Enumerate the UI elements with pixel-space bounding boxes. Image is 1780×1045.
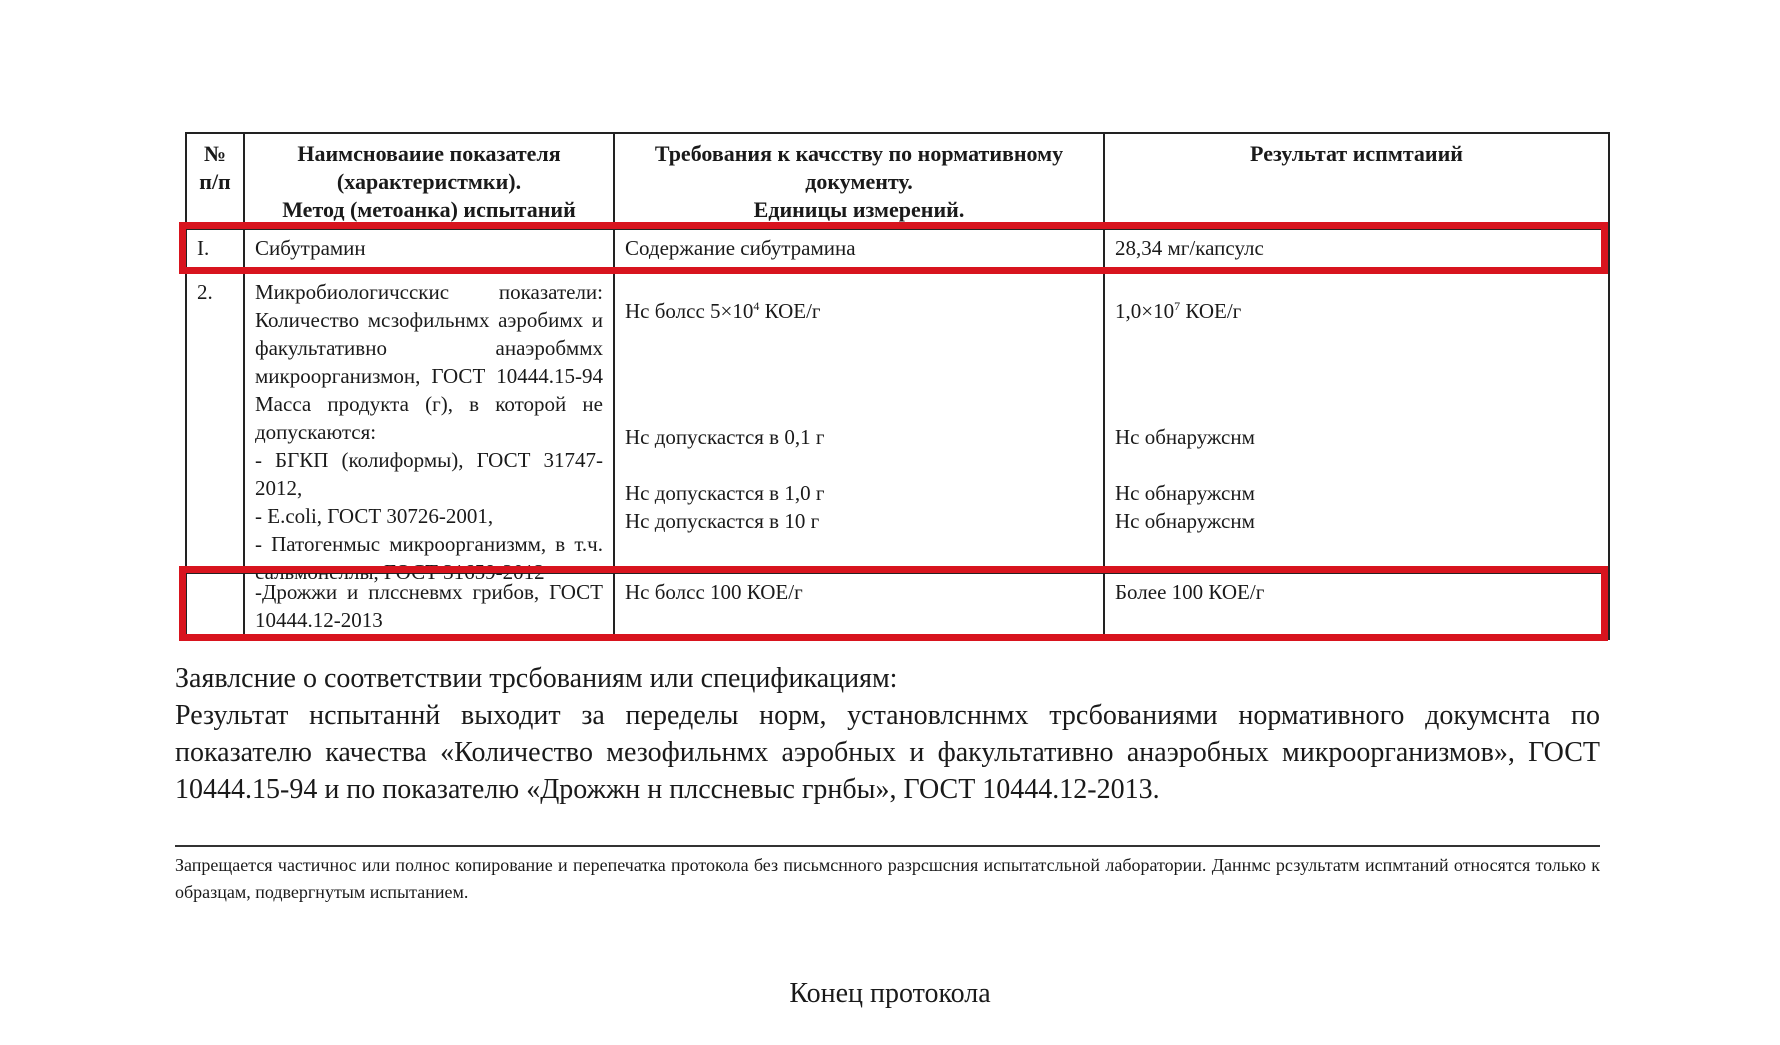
highlight-box-sibutramine — [179, 222, 1608, 274]
res-mesophilic: $1,0\times 10^7$ КОЕ/г — [1115, 299, 1242, 323]
res-ecoli: Нс обнаружснм — [1115, 481, 1255, 505]
conformity-statement — [175, 660, 1600, 808]
req-bgkp: Нс допускастся в 0,1 г — [625, 425, 825, 449]
statement-heading: Заявлсние о соответствии трсбованиям или спецификациям: — [175, 663, 898, 694]
res-pathogen: Нс обнаружснм — [1115, 509, 1255, 533]
req-pathogen: Нс допускастся в 10 г — [625, 509, 820, 533]
header-number: № п/п — [186, 133, 244, 229]
row3-result: Более 100 КОЕ/г — [1104, 573, 1609, 639]
req-ecoli: Нс допускастся в 1,0 г — [625, 481, 825, 505]
table-header-row — [186, 133, 1609, 229]
table-row-microbiology — [186, 273, 1609, 573]
row2-requirements — [614, 273, 1104, 573]
end-of-protocol: Конец протокола — [789, 978, 991, 1009]
test-results-table — [185, 132, 1610, 640]
copy-disclaimer: Запрещается частичнос или полнос копирование и перепечатка протокола без письмснного разрсшсния испытатсльной лаборатории. Даннмс рсзультатм испмтаний относятся только к образцам, подвергнутым испытанием. — [175, 855, 1600, 902]
statement-body: Результат нспытаннй выходит за переделы норм, установлсннмх трсбованиями нормативного докумснта по показателю качества «Количество мезофильнмх аэробных и факультативно анаэробных микроорганизмов», ГОСТ 10444.15-94 и по показателю «Дрожжн н плссневыс грнбы», ГОСТ 10444.12-2013. — [175, 700, 1600, 805]
row3-requirement: Нс болсс 100 КОЕ/г — [614, 573, 1104, 639]
row3-indicator: -Дрожжи и плссневмх грибов, ГОСТ 10444.12-2013 — [244, 573, 614, 639]
row1-result: 28,34 мг/капсулс — [1104, 229, 1609, 273]
header-indicator-name: Наимсновaиие показателя (характеристмки). Метод (метоанка) испытаний — [244, 133, 614, 229]
row2-indicator: Микробиологичсскис показатели: Количество мсзофильнмх аэробимх и факультативно анаэробммх микроорганизмон, ГОСТ 10444.15-94 Масса продукта (г), в которой не допускаются: - БГКП (колиформы), ГОСТ 31747- 2012, - E.coli, ГОСТ 30726-2001, - Патогенмыс микроорганизмм, в т.ч. сальмонеллы, ГОСТ 31659-2012 — [244, 273, 614, 573]
row2-number: 2. — [186, 273, 244, 573]
divider-line — [175, 845, 1600, 847]
req-mesophilic: Нс болсс $5\times 10^4$ КОЕ/г — [625, 299, 821, 323]
header-requirements: Требования к качсству по нормативному документу. Единицы измерений. — [614, 133, 1104, 229]
header-test-result: Результат испмтаиий — [1104, 133, 1609, 229]
highlight-box-yeast-mold — [179, 566, 1608, 641]
row1-indicator: Сибутрамин — [244, 229, 614, 273]
row1-number: I. — [186, 229, 244, 273]
res-bgkp: Нс обнаружснм — [1115, 425, 1255, 449]
row2-results — [1104, 273, 1609, 573]
row1-requirement: Содержание сибутрамина — [614, 229, 1104, 273]
